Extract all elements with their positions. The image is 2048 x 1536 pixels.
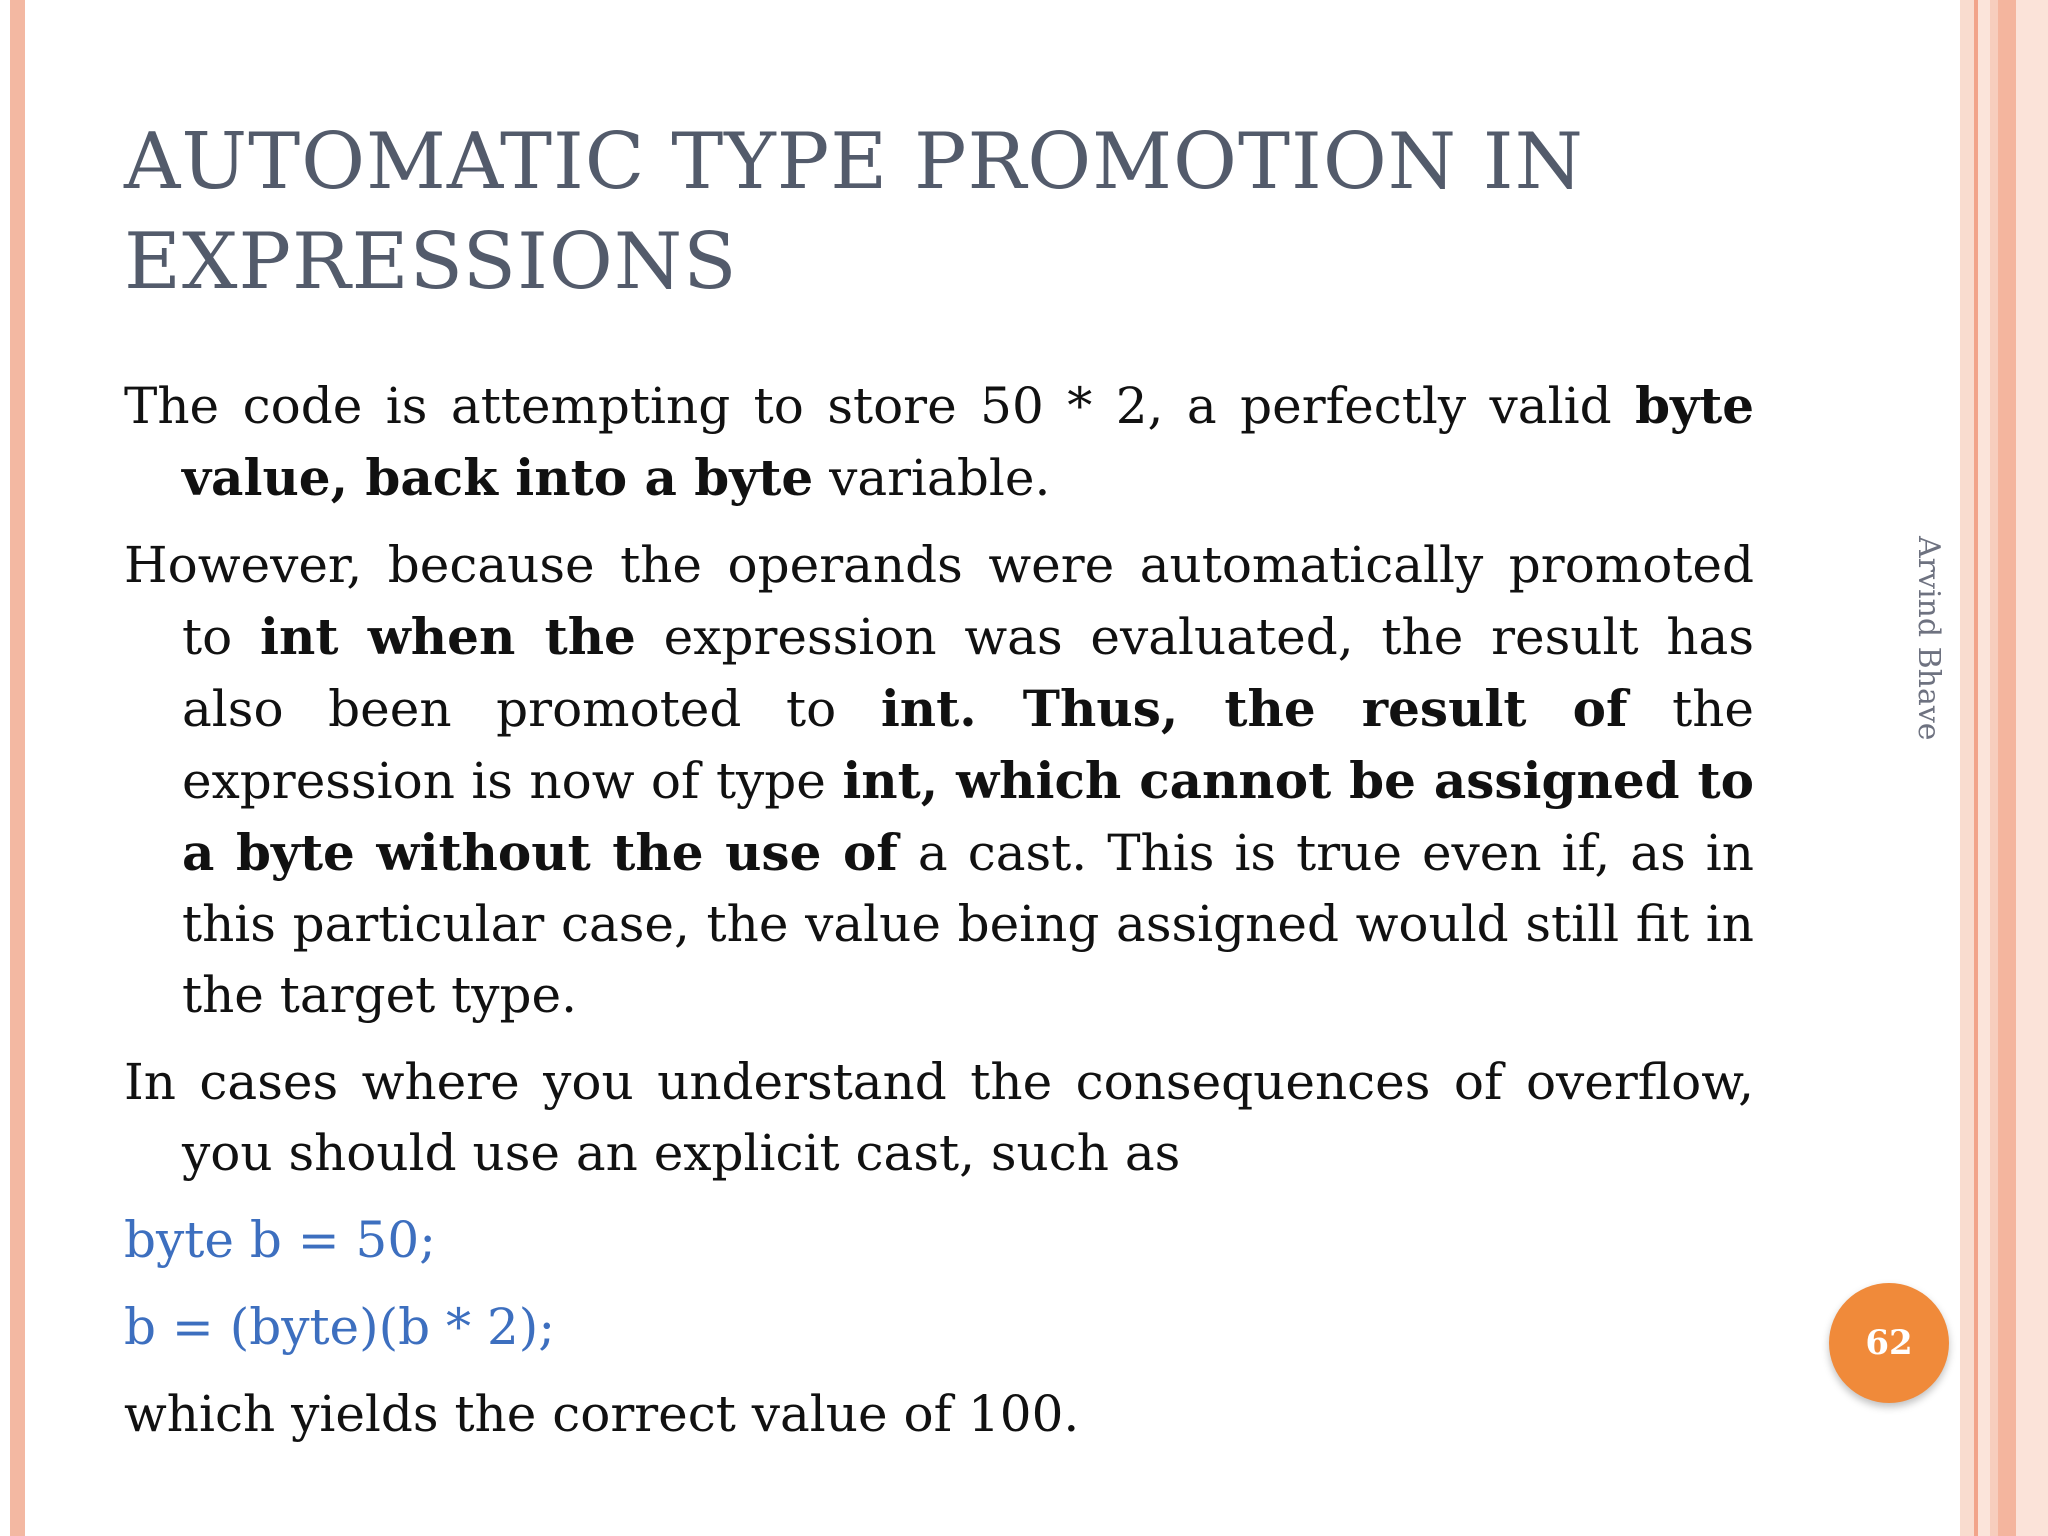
- right-border-stripe: [2016, 0, 2048, 1536]
- bold-run: int. Thus, the result of: [880, 679, 1628, 738]
- paragraph-1: [124, 370, 1754, 514]
- page-number: 62: [1865, 1323, 1913, 1363]
- right-border-stripe: [1960, 0, 1974, 1536]
- code-line-1: byte b = 50;: [124, 1211, 436, 1269]
- title-line-2: EXPRESSIONS: [124, 217, 738, 307]
- right-border-stripe: [1978, 0, 1990, 1536]
- paragraph-4: which yields the correct value of 100.: [124, 1385, 1080, 1443]
- code-line-2: b = (byte)(b * 2);: [124, 1298, 556, 1356]
- author-label: Arvind Bhave: [1911, 536, 1946, 741]
- slide-title: [124, 112, 1724, 312]
- bold-run: int, which cannot be assigned to a byte without the use of: [182, 751, 1755, 882]
- title-line-1: AUTOMATIC TYPE PROMOTION IN: [124, 117, 1584, 207]
- text-run: a cast. This is true even if, as in this particular case, the value being assigned would still fit in the target type.: [182, 824, 1754, 1024]
- bold-run: int when the: [260, 607, 636, 666]
- bold-run: byte value, back into a byte: [182, 376, 1754, 507]
- text-run: However, because the operands were automatically promoted to: [124, 536, 1754, 666]
- paragraph-3: In cases where you understand the consequences of overflow, you should use an explicit cast, such as: [124, 1053, 1754, 1182]
- paragraph-2: [124, 530, 1754, 1031]
- left-border-stripe: [10, 0, 25, 1536]
- right-border-stripe: [1990, 0, 1998, 1536]
- page-number-badge: [1829, 1283, 1949, 1403]
- text-run: The code is attempting to store 50 * 2, a perfectly valid: [124, 377, 1636, 435]
- text-run: variable.: [813, 449, 1051, 507]
- text-run: the expression is now of type: [182, 680, 1754, 810]
- right-border-stripe: [1998, 0, 2016, 1536]
- text-run: expression was evaluated, the result has also been promoted to: [182, 608, 1755, 738]
- slide-body: [124, 370, 1754, 1450]
